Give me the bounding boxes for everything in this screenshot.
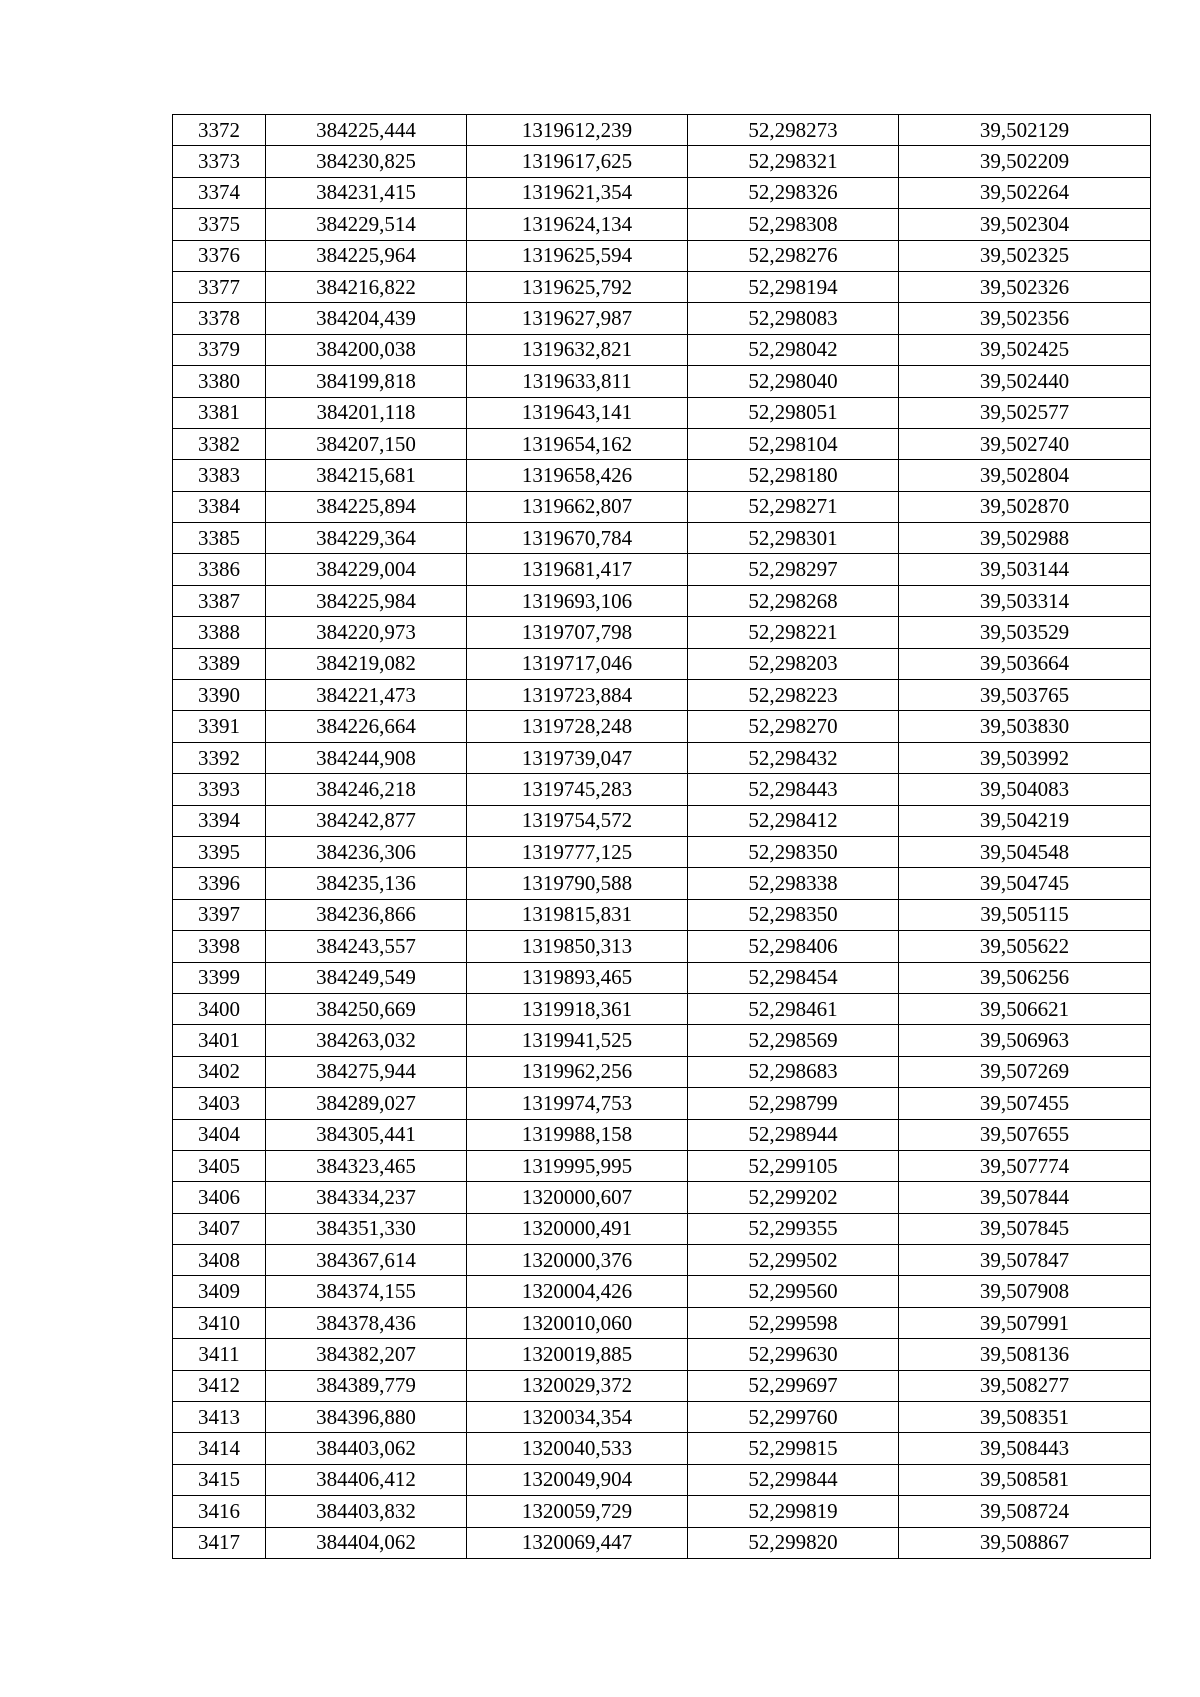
x-coordinate-cell: 384334,237 bbox=[266, 1182, 467, 1213]
table-row bbox=[173, 742, 1151, 773]
longitude-cell: 39,504083 bbox=[899, 774, 1151, 805]
y-coordinate-cell: 1319850,313 bbox=[467, 931, 688, 962]
coordinates-table-body bbox=[173, 115, 1151, 1559]
x-coordinate-cell: 384219,082 bbox=[266, 648, 467, 679]
latitude-cell: 52,299105 bbox=[688, 1150, 899, 1181]
longitude-cell: 39,502129 bbox=[899, 115, 1151, 146]
y-coordinate-cell: 1319707,798 bbox=[467, 617, 688, 648]
x-coordinate-cell: 384207,150 bbox=[266, 428, 467, 459]
latitude-cell: 52,298040 bbox=[688, 366, 899, 397]
x-coordinate-cell: 384374,155 bbox=[266, 1276, 467, 1307]
table-row bbox=[173, 177, 1151, 208]
latitude-cell: 52,298268 bbox=[688, 585, 899, 616]
y-coordinate-cell: 1319941,525 bbox=[467, 1025, 688, 1056]
point-number-cell: 3381 bbox=[173, 397, 266, 428]
latitude-cell: 52,299202 bbox=[688, 1182, 899, 1213]
table-row bbox=[173, 303, 1151, 334]
table-row bbox=[173, 962, 1151, 993]
latitude-cell: 52,299355 bbox=[688, 1213, 899, 1244]
x-coordinate-cell: 384236,866 bbox=[266, 899, 467, 930]
longitude-cell: 39,507774 bbox=[899, 1150, 1151, 1181]
y-coordinate-cell: 1319717,046 bbox=[467, 648, 688, 679]
longitude-cell: 39,507844 bbox=[899, 1182, 1151, 1213]
y-coordinate-cell: 1319962,256 bbox=[467, 1056, 688, 1087]
table-row bbox=[173, 1276, 1151, 1307]
y-coordinate-cell: 1320034,354 bbox=[467, 1402, 688, 1433]
table-row bbox=[173, 271, 1151, 302]
longitude-cell: 39,502577 bbox=[899, 397, 1151, 428]
x-coordinate-cell: 384396,880 bbox=[266, 1402, 467, 1433]
latitude-cell: 52,299815 bbox=[688, 1433, 899, 1464]
point-number-cell: 3403 bbox=[173, 1088, 266, 1119]
latitude-cell: 52,299502 bbox=[688, 1245, 899, 1276]
table-row bbox=[173, 585, 1151, 616]
y-coordinate-cell: 1319654,162 bbox=[467, 428, 688, 459]
latitude-cell: 52,298432 bbox=[688, 742, 899, 773]
latitude-cell: 52,298454 bbox=[688, 962, 899, 993]
longitude-cell: 39,504548 bbox=[899, 836, 1151, 867]
longitude-cell: 39,508136 bbox=[899, 1339, 1151, 1370]
x-coordinate-cell: 384230,825 bbox=[266, 146, 467, 177]
y-coordinate-cell: 1320000,607 bbox=[467, 1182, 688, 1213]
point-number-cell: 3410 bbox=[173, 1307, 266, 1338]
latitude-cell: 52,298273 bbox=[688, 115, 899, 146]
longitude-cell: 39,502440 bbox=[899, 366, 1151, 397]
latitude-cell: 52,298083 bbox=[688, 303, 899, 334]
latitude-cell: 52,298350 bbox=[688, 836, 899, 867]
point-number-cell: 3416 bbox=[173, 1496, 266, 1527]
y-coordinate-cell: 1320000,491 bbox=[467, 1213, 688, 1244]
y-coordinate-cell: 1319745,283 bbox=[467, 774, 688, 805]
y-coordinate-cell: 1319681,417 bbox=[467, 554, 688, 585]
latitude-cell: 52,298944 bbox=[688, 1119, 899, 1150]
longitude-cell: 39,507847 bbox=[899, 1245, 1151, 1276]
x-coordinate-cell: 384275,944 bbox=[266, 1056, 467, 1087]
x-coordinate-cell: 384229,004 bbox=[266, 554, 467, 585]
latitude-cell: 52,299819 bbox=[688, 1496, 899, 1527]
y-coordinate-cell: 1319754,572 bbox=[467, 805, 688, 836]
table-row bbox=[173, 931, 1151, 962]
y-coordinate-cell: 1319662,807 bbox=[467, 491, 688, 522]
y-coordinate-cell: 1320069,447 bbox=[467, 1527, 688, 1558]
x-coordinate-cell: 384351,330 bbox=[266, 1213, 467, 1244]
y-coordinate-cell: 1320040,533 bbox=[467, 1433, 688, 1464]
longitude-cell: 39,507908 bbox=[899, 1276, 1151, 1307]
table-row bbox=[173, 1182, 1151, 1213]
point-number-cell: 3393 bbox=[173, 774, 266, 805]
longitude-cell: 39,502264 bbox=[899, 177, 1151, 208]
point-number-cell: 3400 bbox=[173, 993, 266, 1024]
longitude-cell: 39,504219 bbox=[899, 805, 1151, 836]
latitude-cell: 52,298221 bbox=[688, 617, 899, 648]
longitude-cell: 39,506621 bbox=[899, 993, 1151, 1024]
y-coordinate-cell: 1319627,987 bbox=[467, 303, 688, 334]
latitude-cell: 52,299844 bbox=[688, 1464, 899, 1495]
table-row bbox=[173, 1370, 1151, 1401]
longitude-cell: 39,503144 bbox=[899, 554, 1151, 585]
y-coordinate-cell: 1320019,885 bbox=[467, 1339, 688, 1370]
latitude-cell: 52,299760 bbox=[688, 1402, 899, 1433]
table-row bbox=[173, 115, 1151, 146]
point-number-cell: 3377 bbox=[173, 271, 266, 302]
longitude-cell: 39,507655 bbox=[899, 1119, 1151, 1150]
y-coordinate-cell: 1320004,426 bbox=[467, 1276, 688, 1307]
latitude-cell: 52,298326 bbox=[688, 177, 899, 208]
y-coordinate-cell: 1320010,060 bbox=[467, 1307, 688, 1338]
latitude-cell: 52,298412 bbox=[688, 805, 899, 836]
x-coordinate-cell: 384226,664 bbox=[266, 711, 467, 742]
table-row bbox=[173, 240, 1151, 271]
longitude-cell: 39,507455 bbox=[899, 1088, 1151, 1119]
longitude-cell: 39,507845 bbox=[899, 1213, 1151, 1244]
x-coordinate-cell: 384229,514 bbox=[266, 209, 467, 240]
y-coordinate-cell: 1319777,125 bbox=[467, 836, 688, 867]
table-row bbox=[173, 993, 1151, 1024]
y-coordinate-cell: 1319974,753 bbox=[467, 1088, 688, 1119]
longitude-cell: 39,502325 bbox=[899, 240, 1151, 271]
point-number-cell: 3413 bbox=[173, 1402, 266, 1433]
y-coordinate-cell: 1319893,465 bbox=[467, 962, 688, 993]
point-number-cell: 3372 bbox=[173, 115, 266, 146]
table-row bbox=[173, 1402, 1151, 1433]
y-coordinate-cell: 1319815,831 bbox=[467, 899, 688, 930]
latitude-cell: 52,299598 bbox=[688, 1307, 899, 1338]
point-number-cell: 3414 bbox=[173, 1433, 266, 1464]
y-coordinate-cell: 1319693,106 bbox=[467, 585, 688, 616]
longitude-cell: 39,502356 bbox=[899, 303, 1151, 334]
latitude-cell: 52,298308 bbox=[688, 209, 899, 240]
table-row bbox=[173, 1496, 1151, 1527]
point-number-cell: 3376 bbox=[173, 240, 266, 271]
latitude-cell: 52,298301 bbox=[688, 523, 899, 554]
longitude-cell: 39,506963 bbox=[899, 1025, 1151, 1056]
longitude-cell: 39,508867 bbox=[899, 1527, 1151, 1558]
latitude-cell: 52,298406 bbox=[688, 931, 899, 962]
coordinates-table bbox=[172, 114, 1151, 1559]
x-coordinate-cell: 384221,473 bbox=[266, 680, 467, 711]
point-number-cell: 3392 bbox=[173, 742, 266, 773]
table-row bbox=[173, 1245, 1151, 1276]
longitude-cell: 39,503830 bbox=[899, 711, 1151, 742]
table-row bbox=[173, 680, 1151, 711]
table-row bbox=[173, 334, 1151, 365]
table-row bbox=[173, 617, 1151, 648]
x-coordinate-cell: 384244,908 bbox=[266, 742, 467, 773]
table-row bbox=[173, 648, 1151, 679]
longitude-cell: 39,502304 bbox=[899, 209, 1151, 240]
longitude-cell: 39,505622 bbox=[899, 931, 1151, 962]
point-number-cell: 3373 bbox=[173, 146, 266, 177]
point-number-cell: 3389 bbox=[173, 648, 266, 679]
latitude-cell: 52,298042 bbox=[688, 334, 899, 365]
longitude-cell: 39,507269 bbox=[899, 1056, 1151, 1087]
point-number-cell: 3396 bbox=[173, 868, 266, 899]
y-coordinate-cell: 1319723,884 bbox=[467, 680, 688, 711]
y-coordinate-cell: 1320049,904 bbox=[467, 1464, 688, 1495]
latitude-cell: 52,298321 bbox=[688, 146, 899, 177]
latitude-cell: 52,298683 bbox=[688, 1056, 899, 1087]
point-number-cell: 3404 bbox=[173, 1119, 266, 1150]
longitude-cell: 39,502988 bbox=[899, 523, 1151, 554]
longitude-cell: 39,503765 bbox=[899, 680, 1151, 711]
point-number-cell: 3406 bbox=[173, 1182, 266, 1213]
x-coordinate-cell: 384406,412 bbox=[266, 1464, 467, 1495]
x-coordinate-cell: 384236,306 bbox=[266, 836, 467, 867]
y-coordinate-cell: 1319632,821 bbox=[467, 334, 688, 365]
table-row bbox=[173, 868, 1151, 899]
longitude-cell: 39,502209 bbox=[899, 146, 1151, 177]
y-coordinate-cell: 1319624,134 bbox=[467, 209, 688, 240]
y-coordinate-cell: 1319621,354 bbox=[467, 177, 688, 208]
latitude-cell: 52,298569 bbox=[688, 1025, 899, 1056]
table-row bbox=[173, 711, 1151, 742]
x-coordinate-cell: 384367,614 bbox=[266, 1245, 467, 1276]
table-row bbox=[173, 1119, 1151, 1150]
x-coordinate-cell: 384225,894 bbox=[266, 491, 467, 522]
latitude-cell: 52,298051 bbox=[688, 397, 899, 428]
longitude-cell: 39,508277 bbox=[899, 1370, 1151, 1401]
y-coordinate-cell: 1319625,792 bbox=[467, 271, 688, 302]
x-coordinate-cell: 384289,027 bbox=[266, 1088, 467, 1119]
point-number-cell: 3399 bbox=[173, 962, 266, 993]
x-coordinate-cell: 384201,118 bbox=[266, 397, 467, 428]
latitude-cell: 52,298297 bbox=[688, 554, 899, 585]
y-coordinate-cell: 1320029,372 bbox=[467, 1370, 688, 1401]
latitude-cell: 52,298799 bbox=[688, 1088, 899, 1119]
x-coordinate-cell: 384250,669 bbox=[266, 993, 467, 1024]
table-row bbox=[173, 146, 1151, 177]
y-coordinate-cell: 1319918,361 bbox=[467, 993, 688, 1024]
longitude-cell: 39,504745 bbox=[899, 868, 1151, 899]
latitude-cell: 52,298194 bbox=[688, 271, 899, 302]
latitude-cell: 52,299630 bbox=[688, 1339, 899, 1370]
x-coordinate-cell: 384199,818 bbox=[266, 366, 467, 397]
x-coordinate-cell: 384235,136 bbox=[266, 868, 467, 899]
x-coordinate-cell: 384216,822 bbox=[266, 271, 467, 302]
latitude-cell: 52,299697 bbox=[688, 1370, 899, 1401]
point-number-cell: 3374 bbox=[173, 177, 266, 208]
y-coordinate-cell: 1319728,248 bbox=[467, 711, 688, 742]
point-number-cell: 3401 bbox=[173, 1025, 266, 1056]
x-coordinate-cell: 384246,218 bbox=[266, 774, 467, 805]
y-coordinate-cell: 1319670,784 bbox=[467, 523, 688, 554]
latitude-cell: 52,298461 bbox=[688, 993, 899, 1024]
point-number-cell: 3409 bbox=[173, 1276, 266, 1307]
x-coordinate-cell: 384382,207 bbox=[266, 1339, 467, 1370]
y-coordinate-cell: 1319625,594 bbox=[467, 240, 688, 271]
table-row bbox=[173, 209, 1151, 240]
point-number-cell: 3382 bbox=[173, 428, 266, 459]
y-coordinate-cell: 1319658,426 bbox=[467, 460, 688, 491]
x-coordinate-cell: 384229,364 bbox=[266, 523, 467, 554]
table-row bbox=[173, 397, 1151, 428]
x-coordinate-cell: 384220,973 bbox=[266, 617, 467, 648]
table-row bbox=[173, 1339, 1151, 1370]
latitude-cell: 52,298443 bbox=[688, 774, 899, 805]
latitude-cell: 52,298271 bbox=[688, 491, 899, 522]
point-number-cell: 3395 bbox=[173, 836, 266, 867]
y-coordinate-cell: 1320059,729 bbox=[467, 1496, 688, 1527]
longitude-cell: 39,502425 bbox=[899, 334, 1151, 365]
x-coordinate-cell: 384389,779 bbox=[266, 1370, 467, 1401]
point-number-cell: 3386 bbox=[173, 554, 266, 585]
y-coordinate-cell: 1319612,239 bbox=[467, 115, 688, 146]
x-coordinate-cell: 384204,439 bbox=[266, 303, 467, 334]
longitude-cell: 39,508443 bbox=[899, 1433, 1151, 1464]
x-coordinate-cell: 384263,032 bbox=[266, 1025, 467, 1056]
longitude-cell: 39,505115 bbox=[899, 899, 1151, 930]
latitude-cell: 52,298338 bbox=[688, 868, 899, 899]
latitude-cell: 52,298350 bbox=[688, 899, 899, 930]
longitude-cell: 39,508351 bbox=[899, 1402, 1151, 1433]
table-row bbox=[173, 1025, 1151, 1056]
longitude-cell: 39,508581 bbox=[899, 1464, 1151, 1495]
table-row bbox=[173, 460, 1151, 491]
latitude-cell: 52,298180 bbox=[688, 460, 899, 491]
point-number-cell: 3402 bbox=[173, 1056, 266, 1087]
x-coordinate-cell: 384225,444 bbox=[266, 115, 467, 146]
table-row bbox=[173, 428, 1151, 459]
point-number-cell: 3385 bbox=[173, 523, 266, 554]
point-number-cell: 3397 bbox=[173, 899, 266, 930]
x-coordinate-cell: 384378,436 bbox=[266, 1307, 467, 1338]
longitude-cell: 39,503664 bbox=[899, 648, 1151, 679]
y-coordinate-cell: 1319995,995 bbox=[467, 1150, 688, 1181]
table-row bbox=[173, 899, 1151, 930]
longitude-cell: 39,507991 bbox=[899, 1307, 1151, 1338]
x-coordinate-cell: 384249,549 bbox=[266, 962, 467, 993]
table-row bbox=[173, 1056, 1151, 1087]
point-number-cell: 3417 bbox=[173, 1527, 266, 1558]
longitude-cell: 39,503529 bbox=[899, 617, 1151, 648]
longitude-cell: 39,506256 bbox=[899, 962, 1151, 993]
longitude-cell: 39,502804 bbox=[899, 460, 1151, 491]
y-coordinate-cell: 1319643,141 bbox=[467, 397, 688, 428]
x-coordinate-cell: 384200,038 bbox=[266, 334, 467, 365]
point-number-cell: 3394 bbox=[173, 805, 266, 836]
point-number-cell: 3378 bbox=[173, 303, 266, 334]
point-number-cell: 3383 bbox=[173, 460, 266, 491]
table-row bbox=[173, 1088, 1151, 1119]
latitude-cell: 52,299820 bbox=[688, 1527, 899, 1558]
longitude-cell: 39,508724 bbox=[899, 1496, 1151, 1527]
y-coordinate-cell: 1320000,376 bbox=[467, 1245, 688, 1276]
y-coordinate-cell: 1319617,625 bbox=[467, 146, 688, 177]
y-coordinate-cell: 1319633,811 bbox=[467, 366, 688, 397]
longitude-cell: 39,502326 bbox=[899, 271, 1151, 302]
point-number-cell: 3405 bbox=[173, 1150, 266, 1181]
x-coordinate-cell: 384305,441 bbox=[266, 1119, 467, 1150]
point-number-cell: 3411 bbox=[173, 1339, 266, 1370]
x-coordinate-cell: 384403,832 bbox=[266, 1496, 467, 1527]
y-coordinate-cell: 1319790,588 bbox=[467, 868, 688, 899]
longitude-cell: 39,502870 bbox=[899, 491, 1151, 522]
point-number-cell: 3398 bbox=[173, 931, 266, 962]
table-row bbox=[173, 805, 1151, 836]
table-row bbox=[173, 1213, 1151, 1244]
y-coordinate-cell: 1319988,158 bbox=[467, 1119, 688, 1150]
latitude-cell: 52,298203 bbox=[688, 648, 899, 679]
x-coordinate-cell: 384242,877 bbox=[266, 805, 467, 836]
table-row bbox=[173, 1527, 1151, 1558]
table-row bbox=[173, 836, 1151, 867]
table-row bbox=[173, 774, 1151, 805]
point-number-cell: 3379 bbox=[173, 334, 266, 365]
x-coordinate-cell: 384323,465 bbox=[266, 1150, 467, 1181]
latitude-cell: 52,298104 bbox=[688, 428, 899, 459]
x-coordinate-cell: 384404,062 bbox=[266, 1527, 467, 1558]
table-row bbox=[173, 1433, 1151, 1464]
longitude-cell: 39,502740 bbox=[899, 428, 1151, 459]
x-coordinate-cell: 384215,681 bbox=[266, 460, 467, 491]
longitude-cell: 39,503314 bbox=[899, 585, 1151, 616]
latitude-cell: 52,298270 bbox=[688, 711, 899, 742]
latitude-cell: 52,299560 bbox=[688, 1276, 899, 1307]
point-number-cell: 3375 bbox=[173, 209, 266, 240]
point-number-cell: 3387 bbox=[173, 585, 266, 616]
table-row bbox=[173, 1150, 1151, 1181]
table-row bbox=[173, 491, 1151, 522]
point-number-cell: 3391 bbox=[173, 711, 266, 742]
table-row bbox=[173, 1464, 1151, 1495]
point-number-cell: 3390 bbox=[173, 680, 266, 711]
x-coordinate-cell: 384243,557 bbox=[266, 931, 467, 962]
latitude-cell: 52,298223 bbox=[688, 680, 899, 711]
y-coordinate-cell: 1319739,047 bbox=[467, 742, 688, 773]
point-number-cell: 3408 bbox=[173, 1245, 266, 1276]
latitude-cell: 52,298276 bbox=[688, 240, 899, 271]
point-number-cell: 3384 bbox=[173, 491, 266, 522]
point-number-cell: 3407 bbox=[173, 1213, 266, 1244]
point-number-cell: 3380 bbox=[173, 366, 266, 397]
longitude-cell: 39,503992 bbox=[899, 742, 1151, 773]
table-row bbox=[173, 523, 1151, 554]
x-coordinate-cell: 384225,984 bbox=[266, 585, 467, 616]
point-number-cell: 3415 bbox=[173, 1464, 266, 1495]
table-row bbox=[173, 1307, 1151, 1338]
table-row bbox=[173, 554, 1151, 585]
x-coordinate-cell: 384231,415 bbox=[266, 177, 467, 208]
table-row bbox=[173, 366, 1151, 397]
point-number-cell: 3412 bbox=[173, 1370, 266, 1401]
x-coordinate-cell: 384403,062 bbox=[266, 1433, 467, 1464]
x-coordinate-cell: 384225,964 bbox=[266, 240, 467, 271]
point-number-cell: 3388 bbox=[173, 617, 266, 648]
